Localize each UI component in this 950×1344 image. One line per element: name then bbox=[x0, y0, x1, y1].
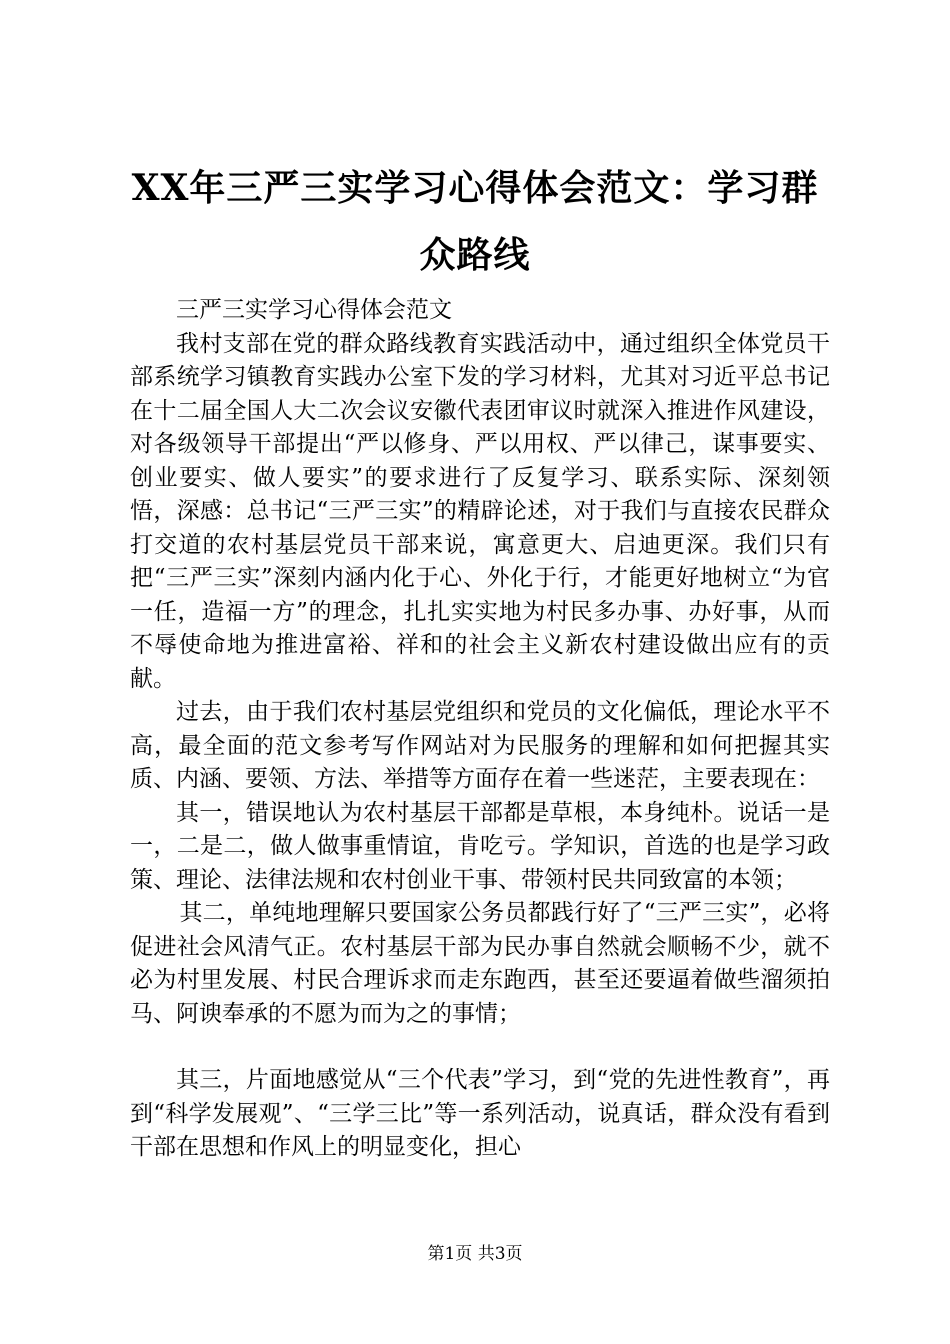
subtitle-paragraph: 三严三实学习心得体会范文 bbox=[176, 297, 452, 323]
body-paragraph: 我村支部在党的群众路线教育实践活动中，通过组织全体党员干部系统学习镇教育实践办公室下发的学习材料，尤其对习近平总书记在十二届全国人大二次会议安徽代表团审议时就深入推进作风建设，对各级领导干部提出“严以修身、严以用权、严以律己，谋事要实、创业要实、做人要实”的要求进行了反复学习、联系实际、深刻领悟，深感：总书记“三严三实”的精辟论述，对于我们与直接农民群众打交道的农村基层党员干部来说，寓意更大、启迪更深。我们只有把“三严三实”深刻内涵内化于心、外化于行，才能更好地树立“为官一任，造福一方”的理念，扎扎实实地为村民多办事、办好事，从而不辱使命地为推进富裕、祥和的社会主义新农村建设做出应有的贡献。 bbox=[130, 330, 830, 692]
document-body bbox=[130, 294, 830, 1165]
page-footer: 第1页 共3页 bbox=[427, 1244, 523, 1264]
body-paragraph: 其二，单纯地理解只要国家公务员都践行好了“三严三实”，必将促进社会风清气正。农村基层干部为民办事自然就会顺畅不少，就不必为村里发展、村民合理诉求而走东跑西，甚至还要逼着做些溜须拍马、阿谀奉承的不愿为而为之的事情； bbox=[130, 900, 830, 1027]
body-paragraph: 过去，由于我们农村基层党组织和党员的文化偏低，理论水平不高，最全面的范文参考写作网站对为民服务的理解和如何把握其实质、内涵、要领、方法、举措等方面存在着一些迷茫，主要表现在： bbox=[130, 699, 830, 792]
body-paragraph: 其一，错误地认为农村基层干部都是草根，本身纯朴。说话一是一，二是二，做人做事重情谊，肯吃亏。学知识，首选的也是学习政策、理论、法律法规和农村创业干事、带领村民共同致富的本领； bbox=[130, 799, 830, 893]
document-title: XX年三严三实学习心得体会范文：学习群众路线 bbox=[131, 167, 819, 276]
body-paragraph: 其三，片面地感觉从“三个代表”学习，到“党的先进性教育”，再到“科学发展观”、“三学三比”等一系列活动，说真话，群众没有看到干部在思想和作风上的明显变化，担心 bbox=[130, 1067, 830, 1160]
